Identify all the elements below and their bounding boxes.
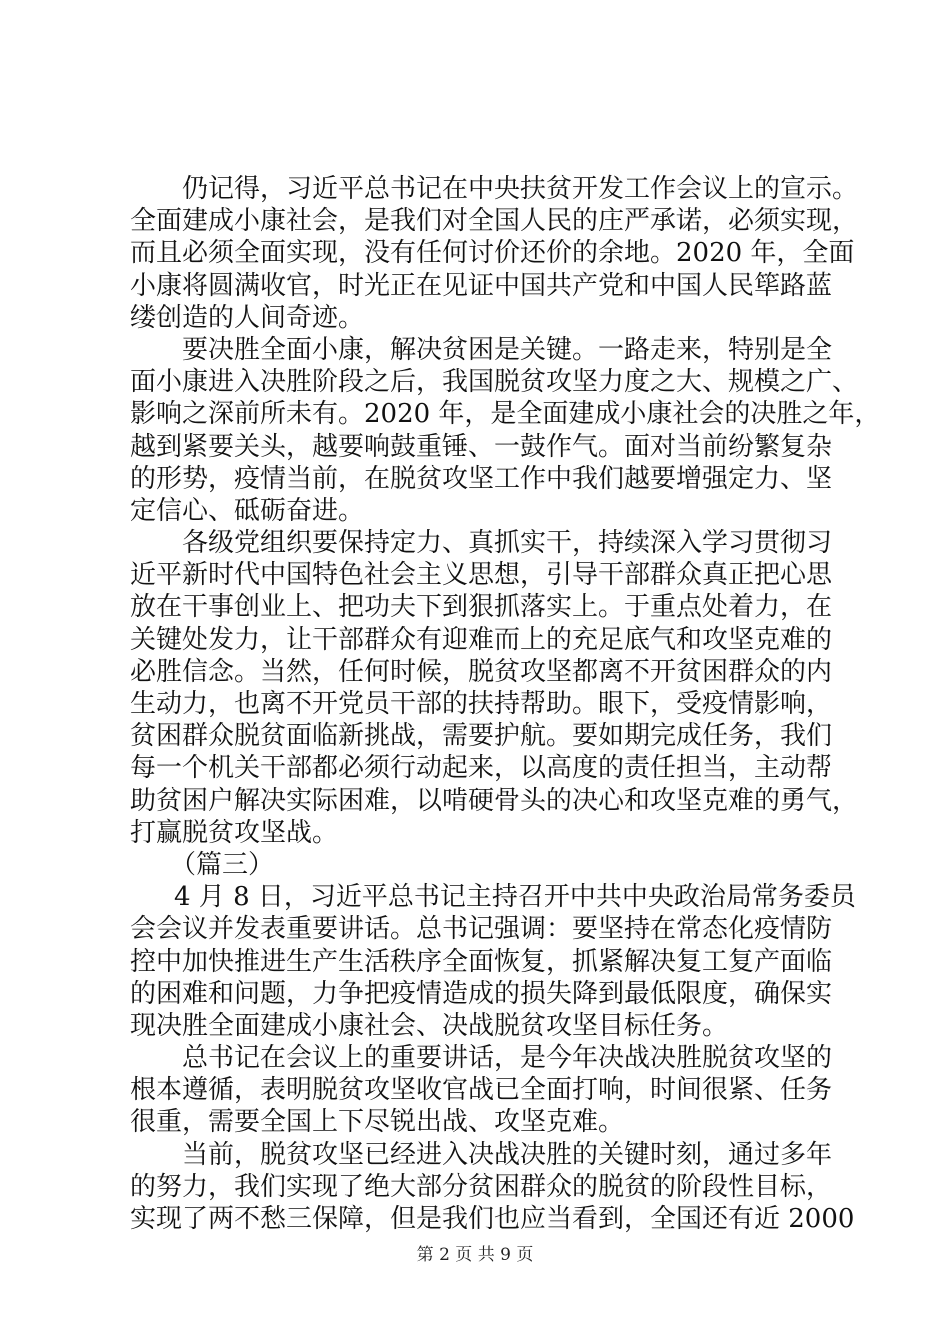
text-line: 的努力，我们实现了绝大部分贫困群众的脱贫的阶段性目标，	[130, 1171, 833, 1202]
text-line: 打赢脱贫攻坚战。	[130, 817, 339, 848]
text-line: 助贫困户解决实际困难，以啃硬骨头的决心和攻坚克难的勇气，	[130, 785, 859, 816]
text-line: 会会议并发表重要讲话。总书记强调：要坚持在常态化疫情防	[130, 914, 833, 945]
text-line: 必胜信念。当然，任何时候，脱贫攻坚都离不开贫困群众的内	[130, 656, 833, 687]
text-line: 全面建成小康社会，是我们对全国人民的庄严承诺，必须实现，	[130, 206, 859, 237]
text-line: 要决胜全面小康，解决贫困是关键。一路走来，特别是全	[182, 334, 833, 365]
text-line: 各级党组织要保持定力、真抓实干，持续深入学习贯彻习	[182, 528, 833, 559]
text-line: 每一个机关干部都必须行动起来，以高度的责任担当，主动帮	[130, 753, 833, 784]
text-line: 的形势，疫情当前，在脱贫攻坚工作中我们越要增强定力、坚	[130, 463, 833, 494]
text-line: 当前，脱贫攻坚已经进入决战决胜的关键时刻，通过多年	[182, 1139, 833, 1170]
text-line: 根本遵循，表明脱贫攻坚收官战已全面打响，时间很紧、任务	[130, 1075, 833, 1106]
text-line: 很重，需要全国上下尽锐出战、攻坚克难。	[130, 1107, 625, 1138]
text-line: 放在干事创业上、把功夫下到狠抓落实上。于重点处着力，在	[130, 592, 833, 623]
section-heading: （篇三）	[170, 849, 275, 880]
text-line: 实现了两不愁三保障，但是我们也应当看到，全国还有近 2000	[130, 1204, 855, 1234]
text-line: 的困难和问题，力争把疫情造成的损失降到最低限度，确保实	[130, 978, 833, 1009]
text-line: 现决胜全面建成小康社会、决战脱贫攻坚目标任务。	[130, 1010, 729, 1041]
text-line: 近平新时代中国特色社会主义思想，引导干部群众真正把心思	[130, 560, 833, 591]
text-line: 仍记得，习近平总书记在中央扶贫开发工作会议上的宣示。	[182, 174, 859, 204]
text-line: 缕创造的人间奇迹。	[130, 302, 365, 333]
text-line: 贫困群众脱贫面临新挑战，需要护航。要如期完成任务，我们	[130, 721, 833, 752]
text-line: 越到紧要关头，越要响鼓重锤、一鼓作气。面对当前纷繁复杂	[130, 431, 833, 462]
text-line: 4 月 8 日，习近平总书记主持召开中共中央政治局常务委员	[174, 882, 856, 913]
text-line: 控中加快推进生产生活秩序全面恢复，抓紧解决复工复产面临	[130, 946, 833, 977]
text-line: 定信心、砥砺奋进。	[130, 495, 365, 526]
text-line: 影响之深前所未有。2020 年，是全面建成小康社会的决胜之年，	[130, 399, 881, 430]
text-line: 总书记在会议上的重要讲话，是今年决战决胜脱贫攻坚的	[182, 1043, 833, 1074]
text-line: 面小康进入决胜阶段之后，我国脱贫攻坚力度之大、规模之广、	[130, 367, 859, 398]
page-footer: 第 2 页 共 9 页	[416, 1245, 534, 1265]
text-line: 关键处发力，让干部群众有迎难而上的充足底气和攻坚克难的	[130, 624, 833, 655]
text-line: 小康将圆满收官，时光正在见证中国共产党和中国人民筚路蓝	[130, 270, 833, 301]
text-line: 而且必须全面实现，没有任何讨价还价的余地。2020 年，全面	[130, 238, 855, 269]
text-line: 生动力，也离不开党员干部的扶持帮助。眼下，受疫情影响，	[130, 689, 833, 719]
document-body	[130, 173, 881, 1235]
